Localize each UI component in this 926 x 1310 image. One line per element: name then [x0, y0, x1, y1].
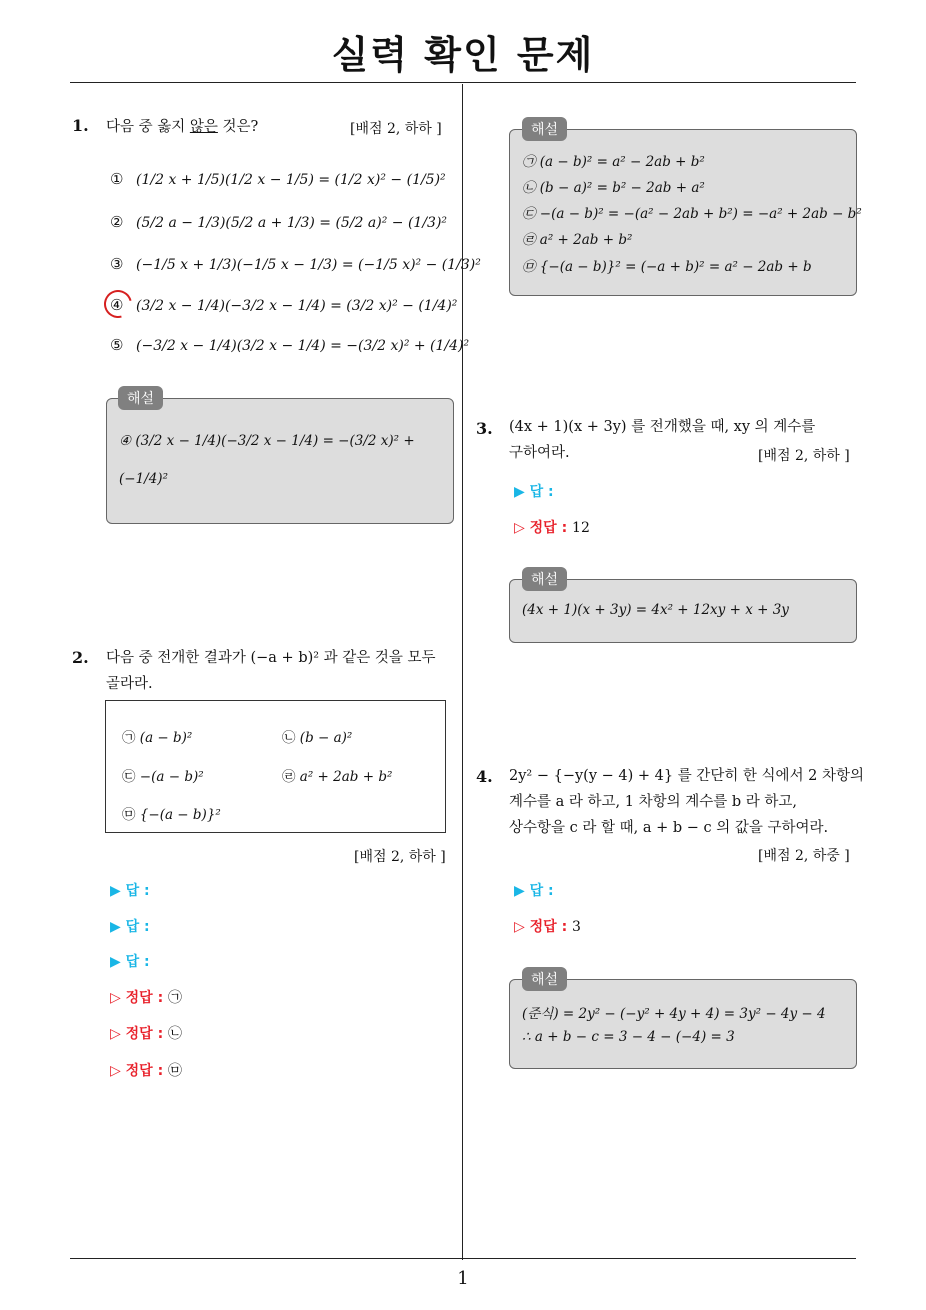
q3-score: [배점 2, 하하 ] — [758, 448, 850, 464]
q4-number: 4. — [476, 767, 493, 786]
q2-choice-d-label: ㉣ — [282, 769, 296, 785]
q1-text-post: 것은? — [217, 119, 259, 135]
q1-text — [106, 114, 258, 140]
q2-choice-c-expr: −(a − b)² — [139, 769, 204, 785]
page-title: 실력 확인 문제 — [331, 33, 595, 77]
q2-choices-box — [105, 700, 446, 833]
q4-answer-prompt[interactable]: ▶ 답 : — [514, 883, 554, 899]
q2-solution-line-3: ㉢ −(a − b)² = −(a² − 2ab + b²) = −a² + 2ab − b² — [522, 206, 862, 222]
q1-solution-tag: 해설 — [118, 386, 163, 410]
q1-option-1[interactable] — [110, 170, 446, 188]
q2-answer-prompt-1[interactable]: ▶ 답 : — [110, 883, 150, 899]
q2-solution-tag: 해설 — [522, 117, 567, 141]
q2-choice-e-label: ㉤ — [122, 807, 136, 823]
q1-solution-line-1: ④ (3/2 x − 1/4)(−3/2 x − 1/4) = −(3/2 x)² + — [119, 433, 415, 449]
q4-solution-line-2: ∴ a + b − c = 3 − 4 − (−4) = 3 — [522, 1029, 735, 1045]
q3-answer-prompt[interactable]: ▶ 답 : — [514, 484, 554, 500]
q1-option-5-expr: (−3/2 x − 1/4)(3/2 x − 1/4) = −(3/2 x)² + (1/4)² — [136, 338, 470, 354]
q2-correct-2-label: ▷ 정답 : — [110, 1026, 164, 1042]
q1-option-2-expr: (5/2 a − 1/3)(5/2 a + 1/3) = (5/2 a)² − (1/3)² — [136, 215, 448, 231]
q2-choice-d-expr: a² + 2ab + b² — [299, 769, 393, 785]
q2-number: 2. — [72, 648, 89, 667]
q2-choice-e-expr: {−(a − b)}² — [139, 807, 221, 823]
q2-solution-line-5: ㉤ {−(a − b)}² = (−a + b)² = a² − 2ab + b — [522, 259, 812, 275]
q1-option-5-num: ⑤ — [110, 336, 124, 354]
q1-option-1-expr: (1/2 x + 1/5)(1/2 x − 1/5) = (1/2 x)² − (1/5)² — [136, 172, 446, 188]
q2-correct-3-value: ㉤ — [168, 1063, 183, 1079]
q1-option-4-expr: (3/2 x − 1/4)(−3/2 x − 1/4) = (3/2 x)² − (1/4)² — [136, 298, 458, 314]
q2-correct-2-value: ㉡ — [168, 1026, 183, 1042]
q1-option-3-num: ③ — [110, 255, 124, 273]
q3-solution-line-1: (4x + 1)(x + 3y) = 4x² + 12xy + x + 3y — [522, 602, 789, 618]
q1-option-3[interactable] — [110, 255, 481, 273]
q2-solution-box — [509, 129, 862, 296]
q2-choice-a — [122, 726, 192, 746]
q1-text-pre: 다음 중 옳지 — [106, 119, 190, 135]
q1-option-2[interactable] — [110, 213, 447, 231]
q2-correct-3 — [110, 1060, 182, 1080]
q4-text-line-3: 상수항을 c 라 할 때, a + b − c 의 값을 구하여라. — [509, 820, 829, 836]
q3-number: 3. — [476, 419, 493, 438]
q2-text-line-2: 골라라. — [106, 676, 153, 692]
q4-correct-value: 3 — [572, 919, 581, 935]
page-number: 1 — [457, 1268, 469, 1289]
q1-solution-box — [106, 398, 454, 524]
q2-choice-a-label: ㉠ — [122, 730, 136, 746]
q1-option-2-num: ② — [110, 213, 124, 231]
q2-choice-e — [122, 803, 221, 823]
q1-option-4[interactable] — [110, 296, 457, 314]
q2-choice-d — [282, 765, 392, 785]
q1-option-5[interactable] — [110, 336, 469, 354]
q2-correct-1 — [110, 987, 182, 1007]
q2-correct-3-label: ▷ 정답 : — [110, 1063, 164, 1079]
q4-text-line-1: 2y² − {−y(y − 4) + 4} 를 간단히 한 식에서 2 차항의 — [509, 768, 865, 784]
q2-solution-line-2: ㉡ (b − a)² = b² − 2ab + a² — [522, 180, 705, 196]
q1-text-underline: 않은 — [189, 119, 218, 135]
q4-correct — [514, 916, 581, 936]
q4-text-line-2: 계수를 a 라 하고, 1 차항의 계수를 b 라 하고, — [509, 794, 797, 810]
q3-correct — [514, 517, 590, 537]
q1-option-4-num: ④ — [110, 296, 124, 314]
q3-text-line-2: 구하여라. — [509, 445, 570, 461]
q2-solution-line-1: ㉠ (a − b)² = a² − 2ab + b² — [522, 154, 705, 170]
q4-solution-tag: 해설 — [522, 967, 567, 991]
q4-solution-box — [509, 979, 857, 1069]
q3-text-line-1: (4x + 1)(x + 3y) 를 전개했을 때, xy 의 계수를 — [509, 419, 816, 435]
q2-answer-prompt-2[interactable]: ▶ 답 : — [110, 919, 150, 935]
q2-choice-c-label: ㉢ — [122, 769, 136, 785]
q2-solution-line-4: ㉣ a² + 2ab + b² — [522, 232, 633, 248]
bottom-rule — [70, 1258, 856, 1259]
q2-choice-b-expr: (b − a)² — [299, 730, 353, 746]
q2-correct-1-label: ▷ 정답 : — [110, 990, 164, 1006]
q1-option-3-expr: (−1/5 x + 1/3)(−1/5 x − 1/3) = (−1/5 x)² − (1/3)² — [136, 257, 481, 273]
q4-correct-label: ▷ 정답 : — [514, 919, 568, 935]
q4-score: [배점 2, 하중 ] — [758, 848, 850, 864]
q3-correct-value: 12 — [572, 520, 590, 536]
q3-correct-label: ▷ 정답 : — [514, 520, 568, 536]
q2-choice-c — [122, 765, 204, 785]
q1-number: 1. — [72, 116, 89, 135]
q1-option-1-num: ① — [110, 170, 124, 188]
q1-solution-line-2: (−1/4)² — [119, 471, 168, 487]
q1-score: [배점 2, 하하 ] — [350, 121, 442, 137]
q2-answer-prompt-3[interactable]: ▶ 답 : — [110, 954, 150, 970]
q2-score: [배점 2, 하하 ] — [354, 849, 446, 865]
top-rule — [70, 82, 856, 83]
q2-correct-2 — [110, 1023, 182, 1043]
q2-choice-b — [282, 726, 352, 746]
q2-text-line-1: 다음 중 전개한 결과가 (−a + b)² 과 같은 것을 모두 — [106, 650, 436, 666]
q3-solution-tag: 해설 — [522, 567, 567, 591]
q4-solution-line-1: (준식) = 2y² − (−y² + 4y + 4) = 3y² − 4y − 4 — [522, 1006, 826, 1022]
q2-choice-a-expr: (a − b)² — [139, 730, 193, 746]
q2-correct-1-value: ㉠ — [168, 990, 183, 1006]
q2-choice-b-label: ㉡ — [282, 730, 296, 746]
